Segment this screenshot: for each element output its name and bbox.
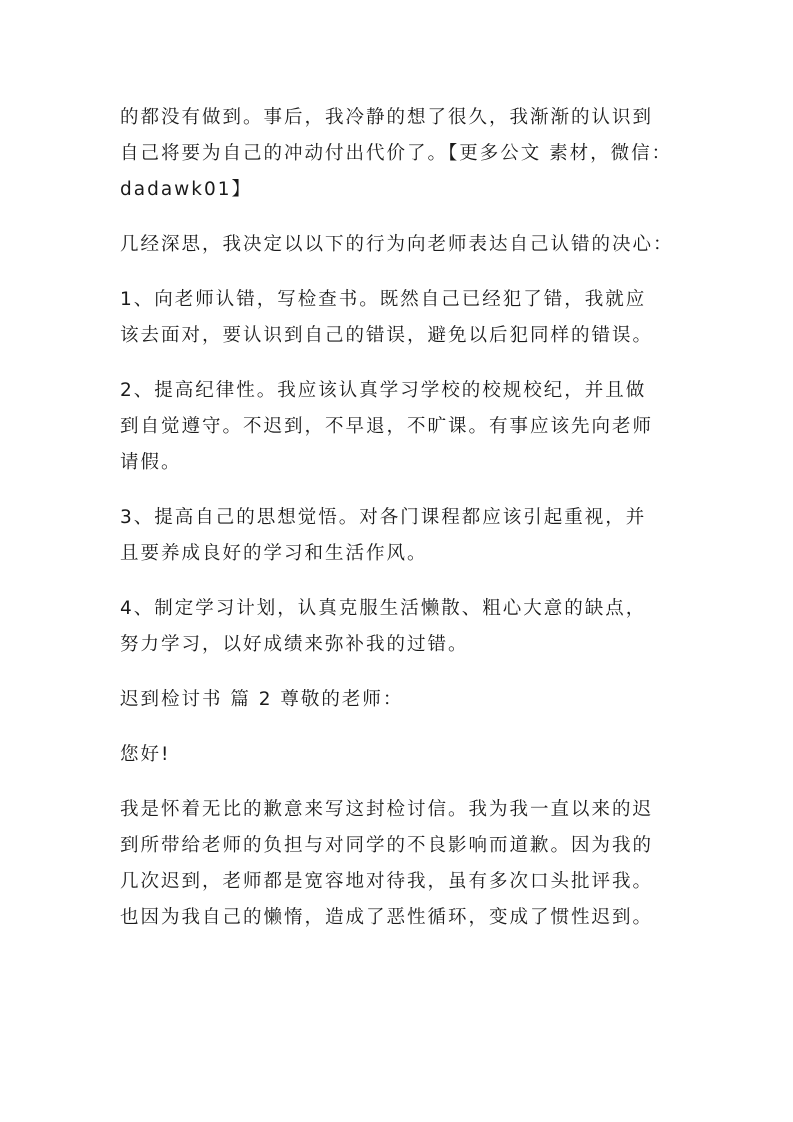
text-line: 该去面对，要认识到自己的错误，避免以后犯同样的错误。: [120, 325, 654, 346]
text-line: 2、提高纪律性。我应该认真学习学校的校规校纪，并且做: [120, 380, 647, 401]
section-heading: [120, 682, 680, 718]
text-line: dadawk01】: [120, 179, 253, 200]
text-line: 到自觉遵守。不迟到，不早退，不旷课。有事应该先向老师: [120, 416, 654, 437]
paragraph-consequence: [120, 100, 680, 208]
text-line: 的都没有做到。事后，我冷静的想了很久，我渐渐的认识到: [120, 107, 654, 128]
list-item-3: [120, 500, 680, 572]
text-line: 几次迟到，老师都是宽容地对待我，虽有多次口头批评我。: [120, 871, 654, 892]
list-item-1: [120, 282, 680, 354]
text-line: 1、向老师认错，写检查书。既然自己已经犯了错，我就应: [120, 289, 647, 310]
text-line: 请假。: [120, 452, 182, 473]
list-item-4: [120, 591, 680, 663]
text-line: 且要养成良好的学习和生活作风。: [120, 543, 428, 564]
text-line: 4、制定学习计划，认真克服生活懒散、粗心大意的缺点，: [120, 598, 647, 619]
text-line: 几经深思，我决定以以下的行为向老师表达自己认错的决心：: [120, 234, 674, 255]
text-line: 3、提高自己的思想觉悟。对各门课程都应该引起重视，并: [120, 507, 647, 528]
text-line: 我是怀着无比的歉意来写这封检讨信。我为我一直以来的迟: [120, 799, 654, 820]
list-item-2: [120, 373, 680, 481]
document-body: [120, 100, 680, 955]
text-line: 您好!: [120, 744, 171, 765]
paragraph-decision: [120, 227, 680, 263]
text-line: 到所带给老师的负担与对同学的不良影响而道歉。因为我的: [120, 835, 654, 856]
text-line: 努力学习，以好成绩来弥补我的过错。: [120, 634, 469, 655]
paragraph-apology: [120, 792, 680, 936]
text-line: 迟到检讨书 篇 2 尊敬的老师：: [120, 689, 404, 710]
greeting: [120, 737, 680, 773]
text-line: 也因为我自己的懒惰，造成了恶性循环，变成了惯性迟到。: [120, 907, 654, 928]
text-line: 自己将要为自己的冲动付出代价了。【更多公文 素材，微信：: [120, 143, 673, 164]
